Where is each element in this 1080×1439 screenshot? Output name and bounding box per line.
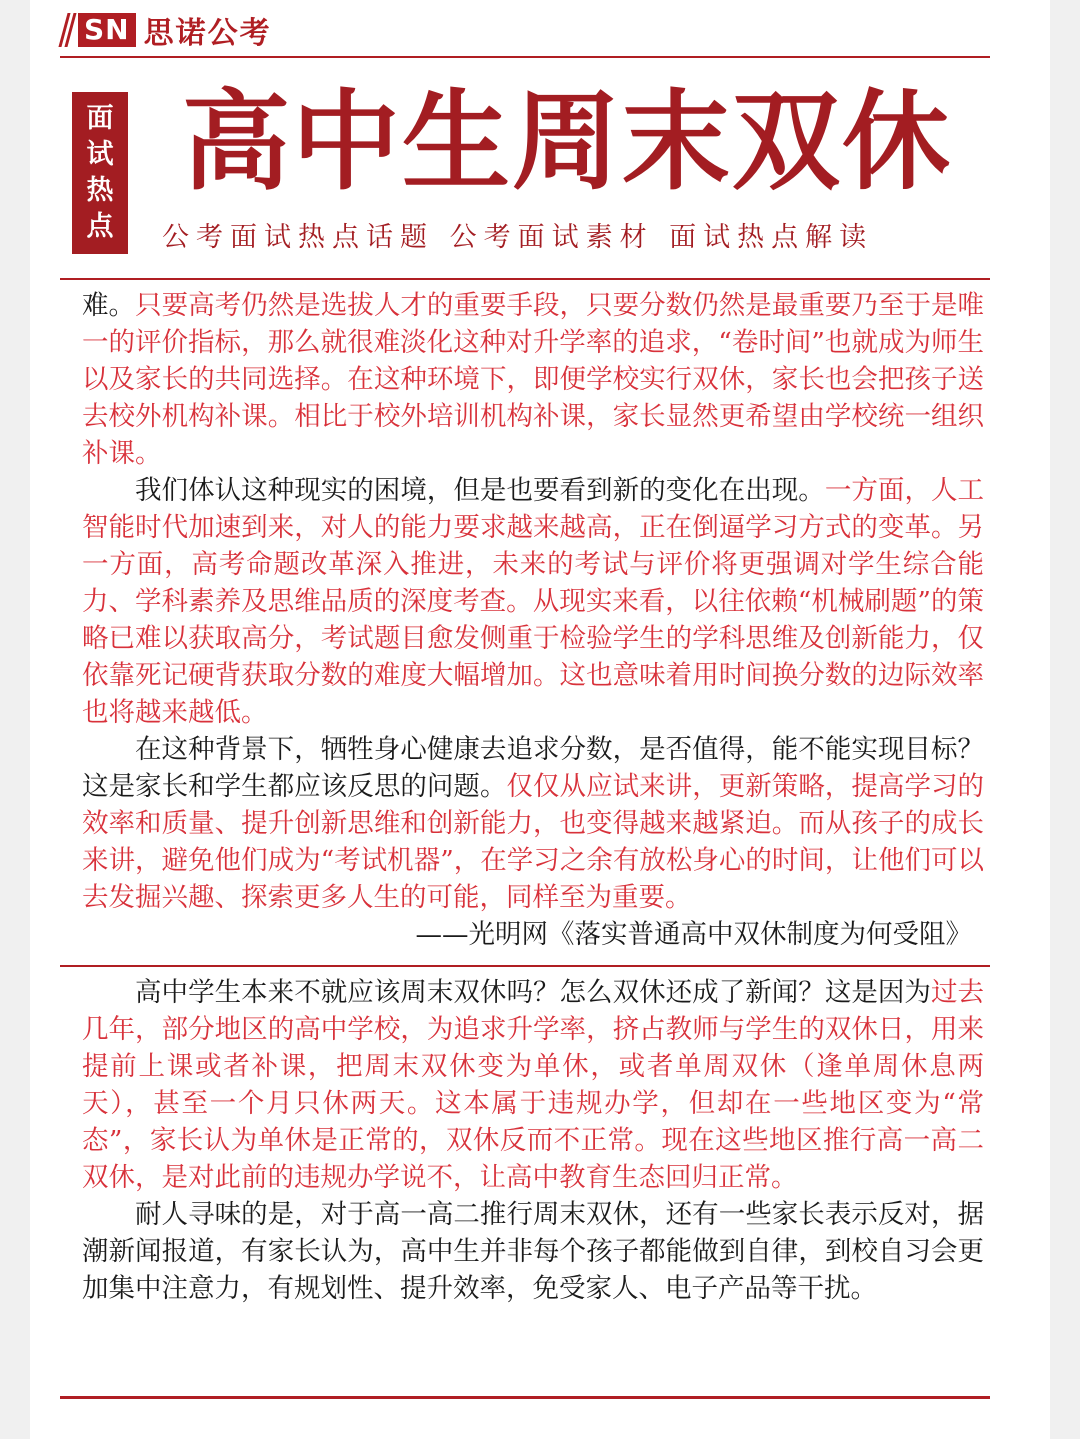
paragraph [82, 974, 984, 1196]
paragraph [82, 1196, 984, 1307]
paragraph [82, 287, 984, 472]
page-title: 高中生周末双休 [182, 80, 953, 205]
paragraph-text: 在这种背景下，牺牲身心健康去追求分数，是否值得，能不能实现目标？这是家长和学生都应该反思的问题。 [82, 734, 984, 802]
brand-logo [60, 10, 272, 50]
paragraph-text: 耐人寻味的是，对于高一高二推行周末双休，还有一些家长表示反对，据潮新闻报道，有家长认为，高中生并非每个孩子都能做到自律，到校自习会更加集中注意力，有规划性、提升效率，免受家人、电子产品等干扰。 [82, 1199, 984, 1304]
badge-char: 点 [86, 211, 114, 242]
paragraph [82, 731, 984, 916]
paragraph-text: 高中学生本来不就应该周末双休吗？怎么双休还成了新闻？这是因为 [135, 977, 931, 1008]
bottom-divider [60, 1396, 990, 1399]
badge-char: 试 [86, 139, 114, 170]
brand-slash-icon [60, 13, 76, 47]
topic-badge [72, 92, 128, 254]
badge-char: 热 [86, 175, 114, 206]
section-divider [60, 278, 990, 280]
page-subtitle: 公考面试热点话题 公考面试素材 面试热点解读 [162, 222, 874, 253]
highlighted-text: 过去几年，部分地区的高中学校，为追求升学率，挤占教师与学生的双休日，用来提前上课或者补课，把周末双休变为单休，或者单周双休（逢单周休息两天），甚至一个月只休两天。这本属于违规办学，但却在一些地区变为“常态”，家长认为单休是正常的，双休反而不正常。现在这些地区推行高一高二双休，是对此前的违规办学说不，让高中教育生态回归正常。 [82, 977, 985, 1193]
article-section-2 [82, 974, 984, 1307]
article-section-1 [82, 287, 984, 953]
section-divider [60, 965, 990, 967]
highlighted-text: 仅仅从应试来讲，更新策略，提高学习的效率和质量、提升创新思维和创新能力，也变得越来越紧迫。而从孩子的成长来讲，避免他们成为“考试机器”，在学习之余有放松身心的时间，让他们可以去发掘兴趣、探索更多人生的可能，同样至为重要。 [82, 771, 984, 913]
highlighted-text: 只要高考仍然是选拔人才的重要手段，只要分数仍然是最重要乃至于是唯一的评价指标，那么就很难淡化这种对升学率的追求，“卷时间”也就成为师生以及家长的共同选择。在这种环境下，即便学校实行双休，家长也会把孩子送去校外机构补课。相比于校外培训机构补课，家长显然更希望由学校统一组织补课。 [82, 290, 985, 469]
brand-name: 思诺公考 [143, 16, 272, 51]
paragraph-text: 难。 [82, 290, 136, 321]
highlighted-text: 一方面，人工智能时代加速到来，对人的能力要求越来越高，正在倒逼学习方式的变革。另一方面，高考命题改革深入推进，未来的考试与评价将更强调对学生综合能力、学科素养及思维品质的深度考查。从现实来看，以往依赖“机械刷题”的策略已难以获取高分，考试题目愈发侧重于检验学生的学科思维及创新能力，仅依靠死记硬背获取分数的难度大幅增加。这也意味着用时间换分数的边际效率也将越来越低。 [82, 475, 985, 728]
badge-char: 面 [86, 103, 114, 134]
paragraph-text: 我们体认这种现实的困境，但是也要看到新的变化在出现。 [135, 475, 825, 506]
brand-logo-text: SN [78, 13, 136, 47]
top-divider [60, 56, 990, 58]
source-citation: ——光明网《落实普通高中双休制度为何受阻》 [415, 919, 972, 950]
paragraph [82, 472, 984, 731]
